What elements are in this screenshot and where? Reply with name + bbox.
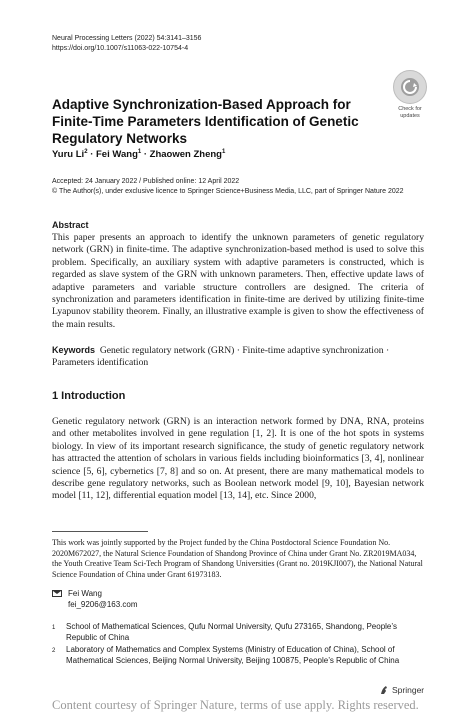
affiliation-number: 1: [52, 625, 56, 631]
author-list: Yuru $Li^2$ · Fei Wang$^1$ · Zhaowen Zheng$^1$: [52, 149, 226, 161]
journal-header: [52, 34, 201, 54]
introduction-paragraph: Genetic regulatory network (GRN) is an interaction network formed by DNA, RNA, proteins and other metabolites involved in gene regulation [1, 2]. It is one of the hot spots in systems biology. In view of its important research significance, the study of genetic regulatory network has attracted the attention of scholars in various fields including bioinformatics [3, 4], nonlinear science [5, 6], cybernetics [7, 8] and so on. At present, there are many mathematical models to describe gene regulatory networks, such as Boolean network model [9, 10], Bayesian network model [11, 12], differential equation model [13, 14], etc. Since 2000,: [52, 416, 424, 502]
funding-note: This work was jointly supported by the Project funded by the China Postdoctoral Science Foundation No. 2020M672027, the Natural Science Foundation of Shandong Province of China under Grant No. ZR2019MA034, the Youth Creative Team Sci-Tech Program of Shandong Universities (Grant no. 2019KJI007), the National Natural Science Foundation of China under Grant 61973183.: [52, 538, 423, 579]
courtesy-watermark: Content courtesy of Springer Nature, terms of use apply. Rights reserved.: [52, 698, 419, 712]
author-affiliation-mark: 1: [137, 149, 142, 155]
corresponding-author: [68, 589, 138, 610]
abstract-text: This paper presents an approach to identify the unknown parameters of genetic regulatory network (GRN) in finite-time. The adaptive synchronization-based method is used to solve this problem. Specifically, an auxiliary system with adaptive parameters is constructed, which is regarded as slave system of the GRN with unknown parameters. Then, effective update laws of adaptive parameters and variable structure controllers are designed. The criteria of synchronization and parameters identification in finite-time are derived by utilizing finite-time Lyapunov stability theorem. Finally, an illustrative example is given to show the effectiveness of the main results.: [52, 232, 424, 330]
dates-line: Accepted: 24 January 2022 / Published online: 12 April 2022: [52, 178, 240, 185]
contact-email[interactable]: fei_9206@163.com: [68, 599, 138, 609]
affiliation-text: Laboratory of Mathematics and Complex Systems (Ministry of Education of China), School of Mathematical Sciences, Beijing Normal University, Beijing 100875, People’s Republic of China: [66, 645, 400, 665]
mail-icon: [52, 590, 62, 597]
copyright-line: © The Author(s), under exclusive licence to Springer Science+Business Media, LLC, part of Springer Nature 2022: [52, 188, 404, 195]
abstract-heading: Abstract: [52, 220, 89, 230]
paper-title: Adaptive Synchronization-Based Approach for Finite-Time Parameters Identification of Genetic Regulatory Networks: [52, 97, 359, 146]
footnote-divider: [52, 531, 148, 532]
author-name: Yuru Li: [52, 149, 85, 161]
publisher-logo: [380, 685, 424, 695]
doi-link[interactable]: https://doi.org/10.1007/s11063-022-10754-4: [52, 45, 189, 52]
check-for-updates-icon[interactable]: [393, 70, 427, 104]
author-name: Fei Wang: [96, 149, 138, 161]
section-heading-introduction: 1 Introduction: [52, 390, 126, 402]
contact-name: Fei Wang: [68, 589, 102, 598]
keywords-text: Genetic regulatory network (GRN) · Finite-time adaptive synchronization · Parameters identification: [52, 345, 390, 369]
author-affiliation-mark: 2: [84, 149, 88, 155]
check-for-updates-label: Check for updates: [398, 106, 422, 119]
affiliation-text: School of Mathematical Sciences, Qufu Normal University, Qufu 273165, Shandong, People’s Republic of China: [66, 622, 397, 642]
journal-citation: Neural Processing Letters (2022) 54:3141–3156: [52, 35, 202, 42]
affiliation-number: 2: [52, 648, 56, 654]
author-affiliation-mark: 1: [221, 149, 226, 155]
keywords: [52, 344, 424, 370]
keywords-label: Keywords: [52, 345, 96, 355]
publisher-name: Springer: [392, 685, 425, 695]
publication-dates: [52, 177, 404, 197]
author-name: Zhaowen Zheng: [149, 149, 222, 161]
springer-horse-icon: [380, 685, 389, 695]
